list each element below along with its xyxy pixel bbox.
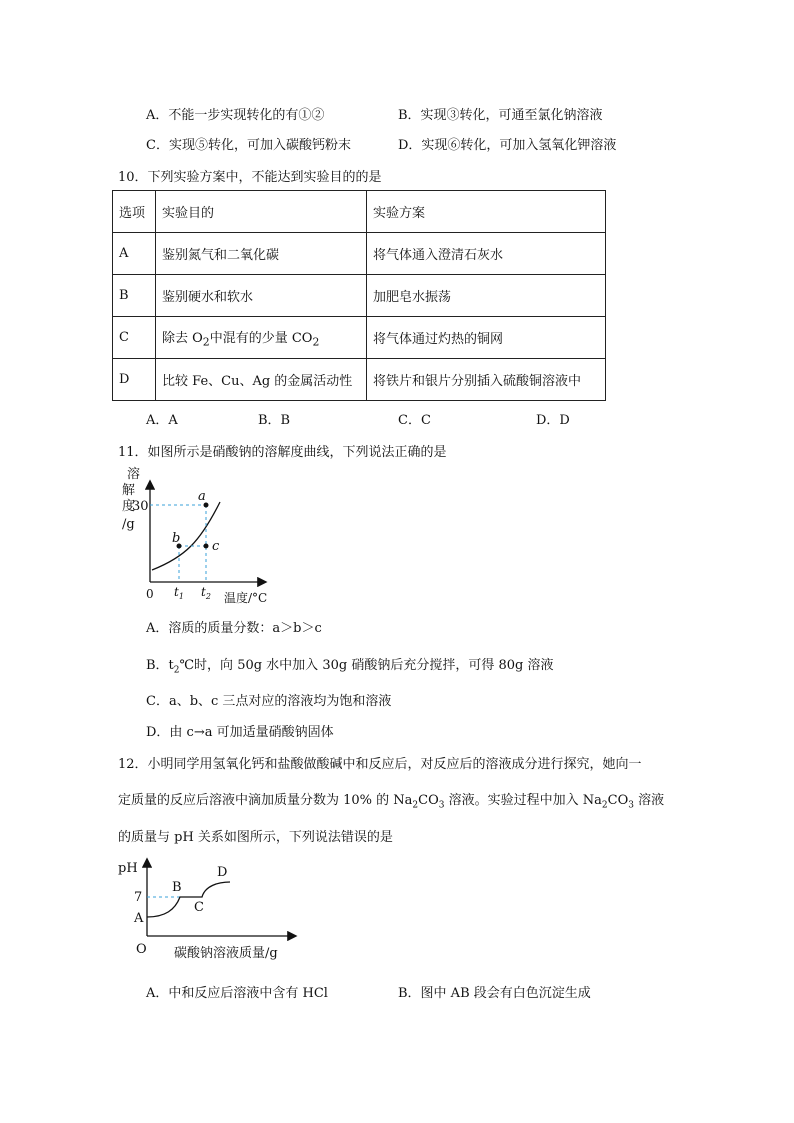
y-label-1: 溶 [127, 467, 141, 482]
solubility-curve [152, 502, 220, 570]
y-label-3: 度 [122, 499, 136, 514]
table-row [113, 359, 606, 401]
experiment-table [112, 190, 606, 401]
q10-answer-d: D．D [536, 413, 570, 428]
label-c: c [212, 539, 220, 554]
row-goal: 鉴别氮气和二氧化碳 [156, 233, 367, 275]
q10-stem: 10．下列实验方案中，不能达到实验目的的是 [118, 170, 382, 185]
q12-option-b: B．图中 AB 段会有白色沉淀生成 [398, 986, 591, 1001]
q9-option-a: A．不能一步实现转化的有①② [146, 108, 325, 123]
row-option: D [113, 359, 156, 401]
q11-stem: 11．如图所示是硝酸钠的溶解度曲线，下列说法正确的是 [118, 445, 447, 460]
q10-answer-c: C．C [398, 413, 431, 428]
row-plan: 将铁片和银片分别插入硫酸铜溶液中 [367, 359, 606, 401]
ph-point-a-label: A [134, 911, 144, 926]
table-header-row [113, 191, 606, 233]
y-tick-30: 30 [132, 499, 149, 514]
q11-option-b: B．$t_2℃$时，向 50g 水中加入 30g 硝酸钠后充分搅拌，可得 80g 溶液 [146, 658, 554, 676]
row-option: B [113, 275, 156, 317]
ph-graph [110, 852, 310, 967]
header-goal: 实验目的 [156, 191, 367, 233]
ph-origin-label: O [136, 942, 147, 957]
t1-label: $t_1$ [174, 585, 184, 601]
label-b: b [172, 531, 181, 546]
row-goal: 鉴别硬水和软水 [156, 275, 367, 317]
row-plan: 将气体通入澄清石灰水 [367, 233, 606, 275]
q9-option-b: B．实现③转化，可通至氯化钠溶液 [398, 108, 603, 123]
y-unit: /g [122, 517, 135, 532]
q9-option-d: D．实现⑥转化，可加入氢氧化钾溶液 [398, 138, 617, 153]
row-plan: 加肥皂水振荡 [367, 275, 606, 317]
table-row [113, 275, 606, 317]
q12-line-2: 定质量的反应后溶液中滴加质量分数为 10% 的 $Na_2CO_3$ 溶液。实验过程中加入 $Na_2CO_3$ 溶液 [118, 793, 665, 811]
ph-point-d-label: D [217, 865, 228, 880]
row-goal: 比较 Fe、Cu、Ag 的金属活动性 [156, 359, 367, 401]
ph-curve [147, 882, 230, 917]
point-c [204, 544, 209, 549]
q9-option-c: C．实现⑤转化，可加入碳酸钙粉末 [146, 138, 351, 153]
ph-y-label: pH [118, 861, 138, 876]
solubility-curve-graph [110, 462, 280, 610]
table-row [113, 317, 606, 359]
label-a: a [198, 489, 206, 504]
row-option: A [113, 233, 156, 275]
q10-answer-a: A．A [146, 413, 178, 428]
q11-option-c: C．a、b、c 三点对应的溶液均为饱和溶液 [146, 694, 392, 709]
header-option: 选项 [113, 191, 156, 233]
t2-label: $t_2$ [201, 585, 211, 601]
q12-option-a: A．中和反应后溶液中含有 HCl [146, 986, 328, 1001]
row-plan: 将气体通过灼热的铜网 [367, 317, 606, 359]
ph-x-axis-label: 碳酸钠溶液质量/g [174, 946, 278, 961]
origin-label: 0 [146, 587, 154, 601]
ph-point-b-label: B [172, 880, 182, 895]
header-plan: 实验方案 [367, 191, 606, 233]
q11-option-a: A．溶质的质量分数：a＞b＞c [146, 621, 322, 636]
ph-y-tick-7: 7 [134, 890, 143, 905]
q12-line-1: 12．小明同学用氢氧化钙和盐酸做酸碱中和反应后，对反应后的溶液成分进行探究，她向一 [118, 757, 642, 772]
x-axis-label: 温度/°C [224, 591, 268, 605]
ph-point-c-label: C [194, 900, 204, 915]
row-option: C [113, 317, 156, 359]
q10-answer-b: B．B [258, 413, 291, 428]
q11-option-d: D．由 c→a 可加适量硝酸钠固体 [146, 725, 334, 740]
y-label-2: 解 [122, 483, 136, 498]
q12-line-3: 的质量与 pH 关系如图所示，下列说法错误的是 [118, 830, 393, 845]
table-row [113, 233, 606, 275]
row-goal: 除去 $O_2$中混有的少量 $CO_2$ [156, 317, 367, 359]
